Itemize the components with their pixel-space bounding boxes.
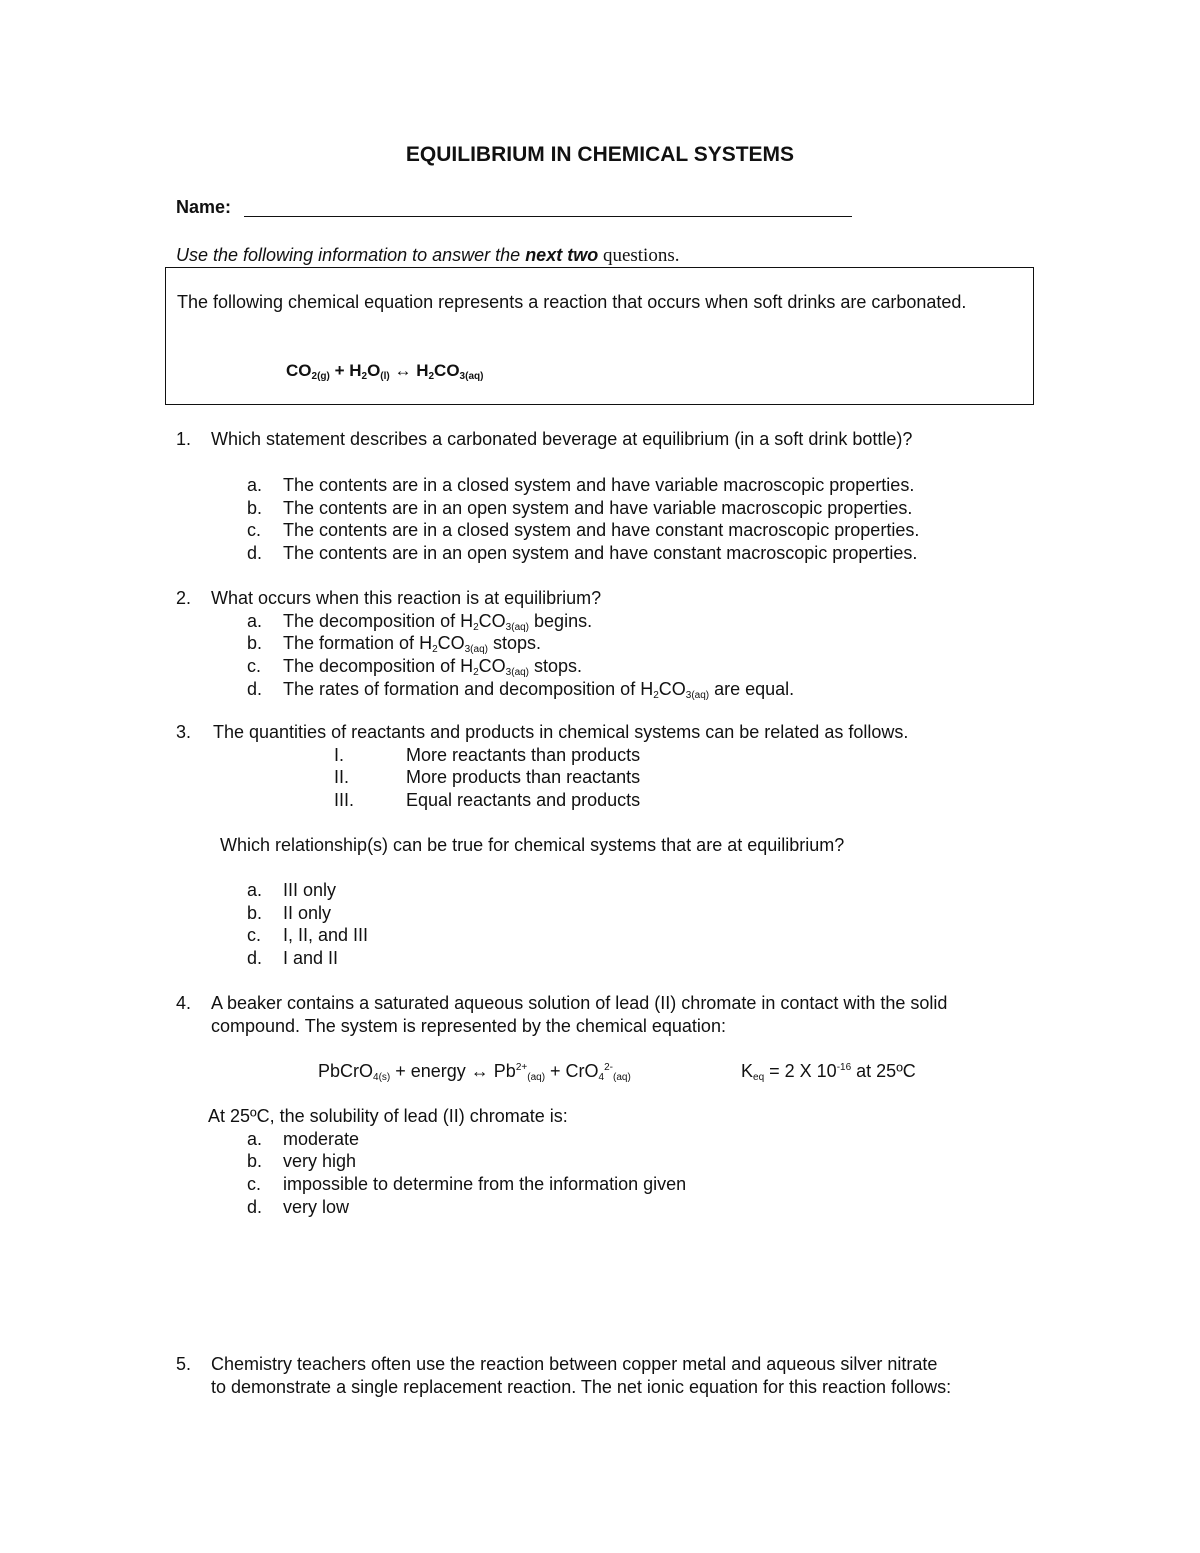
option-text[interactable]: very high (283, 1151, 357, 1171)
option-letter: c. (247, 925, 262, 945)
option-text[interactable]: The contents are in a closed system and have variable macroscopic properties. (283, 475, 915, 495)
question-4-stem-line1: A beaker contains a saturated aqueous solution of lead (II) chromate in contact with the solid (211, 993, 948, 1013)
option-letter: b. (247, 1151, 263, 1171)
carbonation-equation: $CO_{2(g)} + H_2O_{(l)}$ ↔ $H_2CO_{3(aq)}$ (286, 361, 484, 382)
option-letter: a. (247, 1129, 263, 1149)
question-2-stem: What occurs when this reaction is at equilibrium? (211, 588, 602, 608)
relation-text: Equal reactants and products (406, 790, 641, 810)
option-letter: b. (247, 633, 263, 653)
relation-text: More products than reactants (406, 767, 641, 787)
relation-numeral: I. (334, 745, 345, 765)
option-text[interactable]: The decomposition of $H_2CO_{3(aq)}$ begins. (283, 611, 593, 633)
question-5-number: 5. (176, 1354, 192, 1374)
option-letter: d. (247, 679, 263, 699)
option-letter: d. (247, 948, 263, 968)
option-text[interactable]: The contents are in a closed system and have constant macroscopic properties. (283, 520, 920, 540)
equilibrium-constant: $K_{eq} = 2$ X $10^{-16}$ at 25ºC (741, 1061, 916, 1083)
question-1-number: 1. (176, 429, 192, 449)
question-2-number: 2. (176, 588, 192, 608)
question-3-prompt: Which relationship(s) can be true for chemical systems that are at equilibrium? (220, 835, 845, 855)
option-text[interactable]: The formation of $H_2CO_{3(aq)}$ stops. (283, 633, 542, 655)
relation-text: More reactants than products (406, 745, 641, 765)
worksheet-title: EQUILIBRIUM IN CHEMICAL SYSTEMS (405, 143, 795, 166)
option-text[interactable]: The contents are in an open system and have constant macroscopic properties. (283, 543, 918, 563)
option-letter: d. (247, 1197, 263, 1217)
option-letter: a. (247, 611, 263, 631)
instructions-after: questions. (598, 245, 680, 266)
option-letter: c. (247, 656, 262, 676)
option-text[interactable]: I and II (283, 948, 339, 968)
relation-numeral: II. (334, 767, 350, 787)
instructions-emphasis: next two (525, 245, 599, 265)
info-box (165, 267, 1034, 405)
question-5-line2: to demonstrate a single replacement reaction. The net ionic equation for this reaction follows: (211, 1377, 952, 1397)
option-text[interactable]: III only (283, 880, 337, 900)
option-text[interactable]: moderate (283, 1129, 360, 1149)
relation-numeral: III. (334, 790, 355, 810)
option-letter: c. (247, 1174, 262, 1194)
option-letter: a. (247, 880, 263, 900)
option-text[interactable]: II only (283, 903, 332, 923)
question-3-number: 3. (176, 722, 192, 742)
option-letter: a. (247, 475, 263, 495)
question-4-number: 4. (176, 993, 192, 1013)
name-label: Name: (176, 197, 232, 217)
option-text[interactable]: impossible to determine from the information given (283, 1174, 687, 1194)
option-text[interactable]: The decomposition of $H_2CO_{3(aq)}$ stops. (283, 656, 583, 678)
instructions (176, 245, 679, 267)
question-3-stem: The quantities of reactants and products in chemical systems can be related as follows. (213, 722, 909, 742)
question-4-prompt: At 25ºC, the solubility of lead (II) chromate is: (208, 1106, 568, 1126)
option-letter: d. (247, 543, 263, 563)
question-1-stem: Which statement describes a carbonated beverage at equilibrium (in a soft drink bottle)? (211, 429, 913, 449)
lead-chromate-equation: PbCrO$_{4(s)}$ + energy ↔ $Pb^{2+}_{(aq)} + CrO_4^{2-}_{(aq)}$ (318, 1061, 631, 1083)
option-letter: c. (247, 520, 262, 540)
question-5-line1: Chemistry teachers often use the reaction between copper metal and aqueous silver nitrate (211, 1354, 938, 1374)
question-4-stem-line2: compound. The system is represented by the chemical equation: (211, 1016, 726, 1036)
option-text[interactable]: I, II, and III (283, 925, 369, 945)
instructions-before: Use the following information to answer the (176, 245, 526, 265)
option-text[interactable]: The contents are in an open system and have variable macroscopic properties. (283, 498, 913, 518)
option-text[interactable]: The rates of formation and decomposition of $H_2CO_{3(aq)}$ are equal. (283, 679, 795, 701)
name-field[interactable] (244, 216, 852, 217)
info-box-text: The following chemical equation represents a reaction that occurs when soft drinks are carbonated. (177, 292, 967, 312)
option-letter: b. (247, 498, 263, 518)
option-text[interactable]: very low (283, 1197, 350, 1217)
option-letter: b. (247, 903, 263, 923)
